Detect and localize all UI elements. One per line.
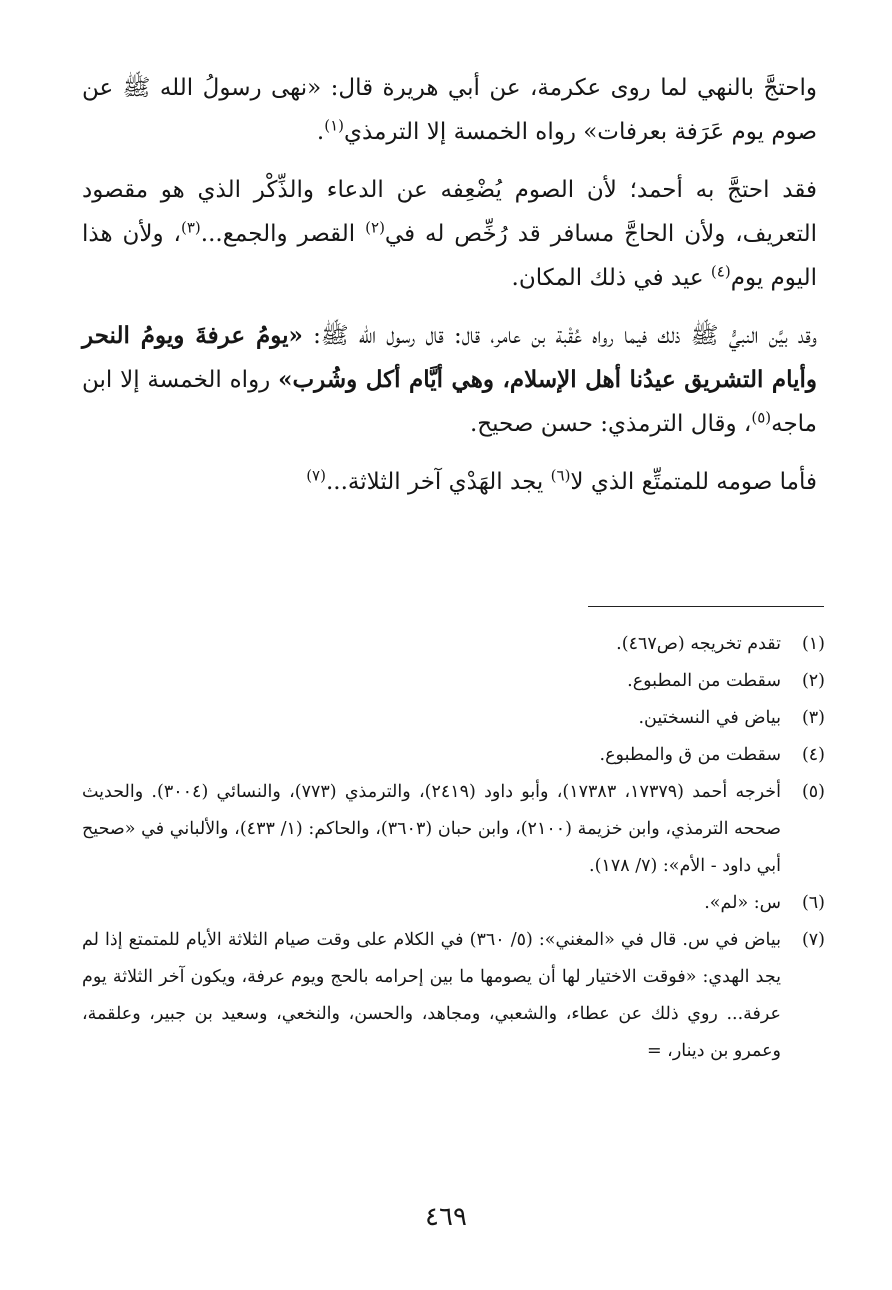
text-run: القصر والجمع... (200, 221, 366, 247)
main-text (82, 66, 817, 518)
text-run: فقد احتجَّ به أحمد؛ لأن الصوم يُضْعِفه عن الدعاء والذِّكْر الذي هو مقصود التعريف، ولأن الحاجَّ مسافر قد رُخِّص له في (82, 177, 817, 247)
footnote (82, 774, 825, 885)
text-run: فأما صومه للمتمتِّع الذي لا (570, 469, 817, 495)
footnote (82, 626, 825, 663)
text-run: عيد في ذلك المكان. (511, 265, 711, 291)
footnote-text: سقطت من المطبوع. (627, 671, 781, 691)
text-run: ، ولأن هذا اليوم يوم (82, 221, 817, 291)
text-run: رواه الخمسة إلا ابن ماجه (82, 367, 817, 437)
footnote-ref: (١) (324, 116, 345, 135)
page-number: ٤٦٩ (425, 1202, 467, 1232)
footnote (82, 737, 825, 774)
footnote-text: سقطت من ق والمطبوع. (599, 745, 781, 765)
paragraph (82, 314, 817, 446)
footnote-number: (٣) (801, 708, 825, 728)
footnote-number: (١) (801, 634, 825, 654)
footnote-number: (٧) (801, 930, 825, 950)
text-run: وقد بيَّن النبيُّ ﷺ ذلك فيما رواه عُقْبة بن عامر، قال: قال رسول الله ﷺ: (302, 323, 817, 349)
footnote-ref: (٥) (751, 408, 772, 427)
footnote-ref: (٧) (306, 466, 326, 485)
text-run: واحتجَّ بالنهي لما روى عكرمة، عن أبي هريرة قال: «نهى رسولُ الله ﷺ عن صوم يوم عَرَفة بعرفات» رواه الخمسة إلا الترمذي (82, 75, 817, 145)
footnote-ref: (٤) (710, 262, 731, 281)
footnote-text: أخرجه أحمد (١٧٣٧٩، ١٧٣٨٣)، وأبو داود (٢٤١٩)، والترمذي (٧٧٣)، والنسائي (٣٠٠٤). والحديث صححه الترمذي، وابن خزيمة (٢١٠٠)، وابن حبان (٣٦٠٣)، والحاكم: (١/ ٤٣٣)، والألباني في «صحيح أبي داود - الأم»: (٧/ ١٧٨). (82, 782, 781, 876)
footnote (82, 700, 825, 737)
paragraph (82, 66, 817, 154)
text-run: . (316, 119, 325, 145)
footnote-ref: (٦) (550, 466, 571, 485)
footnote (82, 922, 825, 1070)
paragraph (82, 168, 817, 300)
footnote-text: س: «لم». (704, 893, 781, 913)
footnote-separator (588, 606, 824, 607)
footnote (82, 885, 825, 922)
hadith-quote: «يومُ عرفةَ ويومُ النحر وأيام التشريق عيدُنا أهل الإسلام، وهي أيَّام أكل وشُرب» (82, 322, 817, 393)
footnote-text: تقدم تخريجه (ص٤٦٧). (616, 634, 781, 654)
footnotes (82, 626, 825, 1070)
footnote-ref: (٣) (181, 218, 201, 237)
paragraph (82, 460, 817, 504)
footnote-number: (٤) (801, 745, 825, 765)
footnote-text: بياض في النسختين. (638, 708, 781, 728)
text-run: يجد الهَدْي آخر الثلاثة... (325, 469, 551, 495)
footnote-number: (٥) (801, 782, 825, 802)
footnote-number: (٦) (801, 893, 825, 913)
text-run: ، وقال الترمذي: حسن صحيح. (469, 411, 752, 437)
footnote-text: بياض في س. قال في «المغني»: (٥/ ٣٦٠) في الكلام على وقت صيام الثلاثة الأيام للمتمتع إذا لم يجد الهدي: «فوقت الاختيار لها أن يصومها ما بين إحرامه بالحج ويوم عرفة، ويكون آخر الثلاثة يوم عرفة... روي ذلك عن عطاء، والشعبي، ومجاهد، والحسن، والنخعي، وسعيد بن جبير، وعلقمة، وعمرو بن دينار، = (82, 930, 782, 1061)
footnote (82, 663, 825, 700)
footnote-ref: (٢) (365, 218, 385, 237)
footnote-number: (٢) (801, 671, 825, 691)
